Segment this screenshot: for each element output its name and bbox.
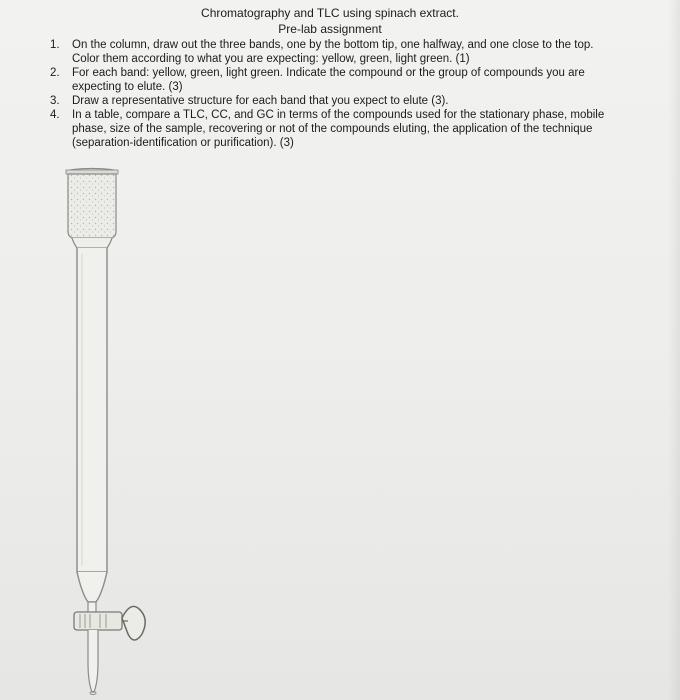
stopcock-barrel (74, 612, 122, 630)
column-lip (66, 170, 118, 174)
question-text: In a table, compare a TLC, CC, and GC in terms of the compounds used for the stationary phase, mobile phase, size of the sample, recovering or not of the compounds eluting, the application of the technique (separation-identification or purification). (3) (72, 109, 605, 149)
question-item-3 (46, 94, 606, 108)
question-number: 4. (50, 109, 60, 121)
question-text: Draw a representative structure for each band that you expect to elute (3). (72, 95, 449, 107)
chromatography-column-icon (58, 162, 168, 698)
column-bottom-taper (77, 572, 107, 602)
column-neck (72, 238, 112, 248)
document-subtitle: Pre-lab assignment (278, 22, 382, 36)
question-text: For each band: yellow, green, light green. Indicate the compound or the group of compounds you are expecting to elute. (3) (72, 67, 585, 93)
question-item-1 (46, 38, 606, 66)
chromatography-column-figure (58, 162, 168, 698)
question-number: 3. (50, 95, 60, 107)
document-title: Chromatography and TLC using spinach extract. (201, 6, 459, 20)
page-shadow (668, 0, 680, 700)
question-list (46, 38, 606, 150)
question-text: On the column, draw out the three bands, one by the bottom tip, one halfway, and one close to the top. Color them according to what you are expecting: yellow, green, light green. (1) (72, 39, 594, 65)
question-item-2 (46, 66, 606, 94)
drip-tip (88, 630, 98, 692)
column-reservoir (68, 174, 116, 238)
stopcock-handle (122, 606, 145, 640)
question-number: 1. (50, 39, 60, 51)
question-item-4 (46, 108, 606, 150)
question-number: 2. (50, 67, 60, 79)
